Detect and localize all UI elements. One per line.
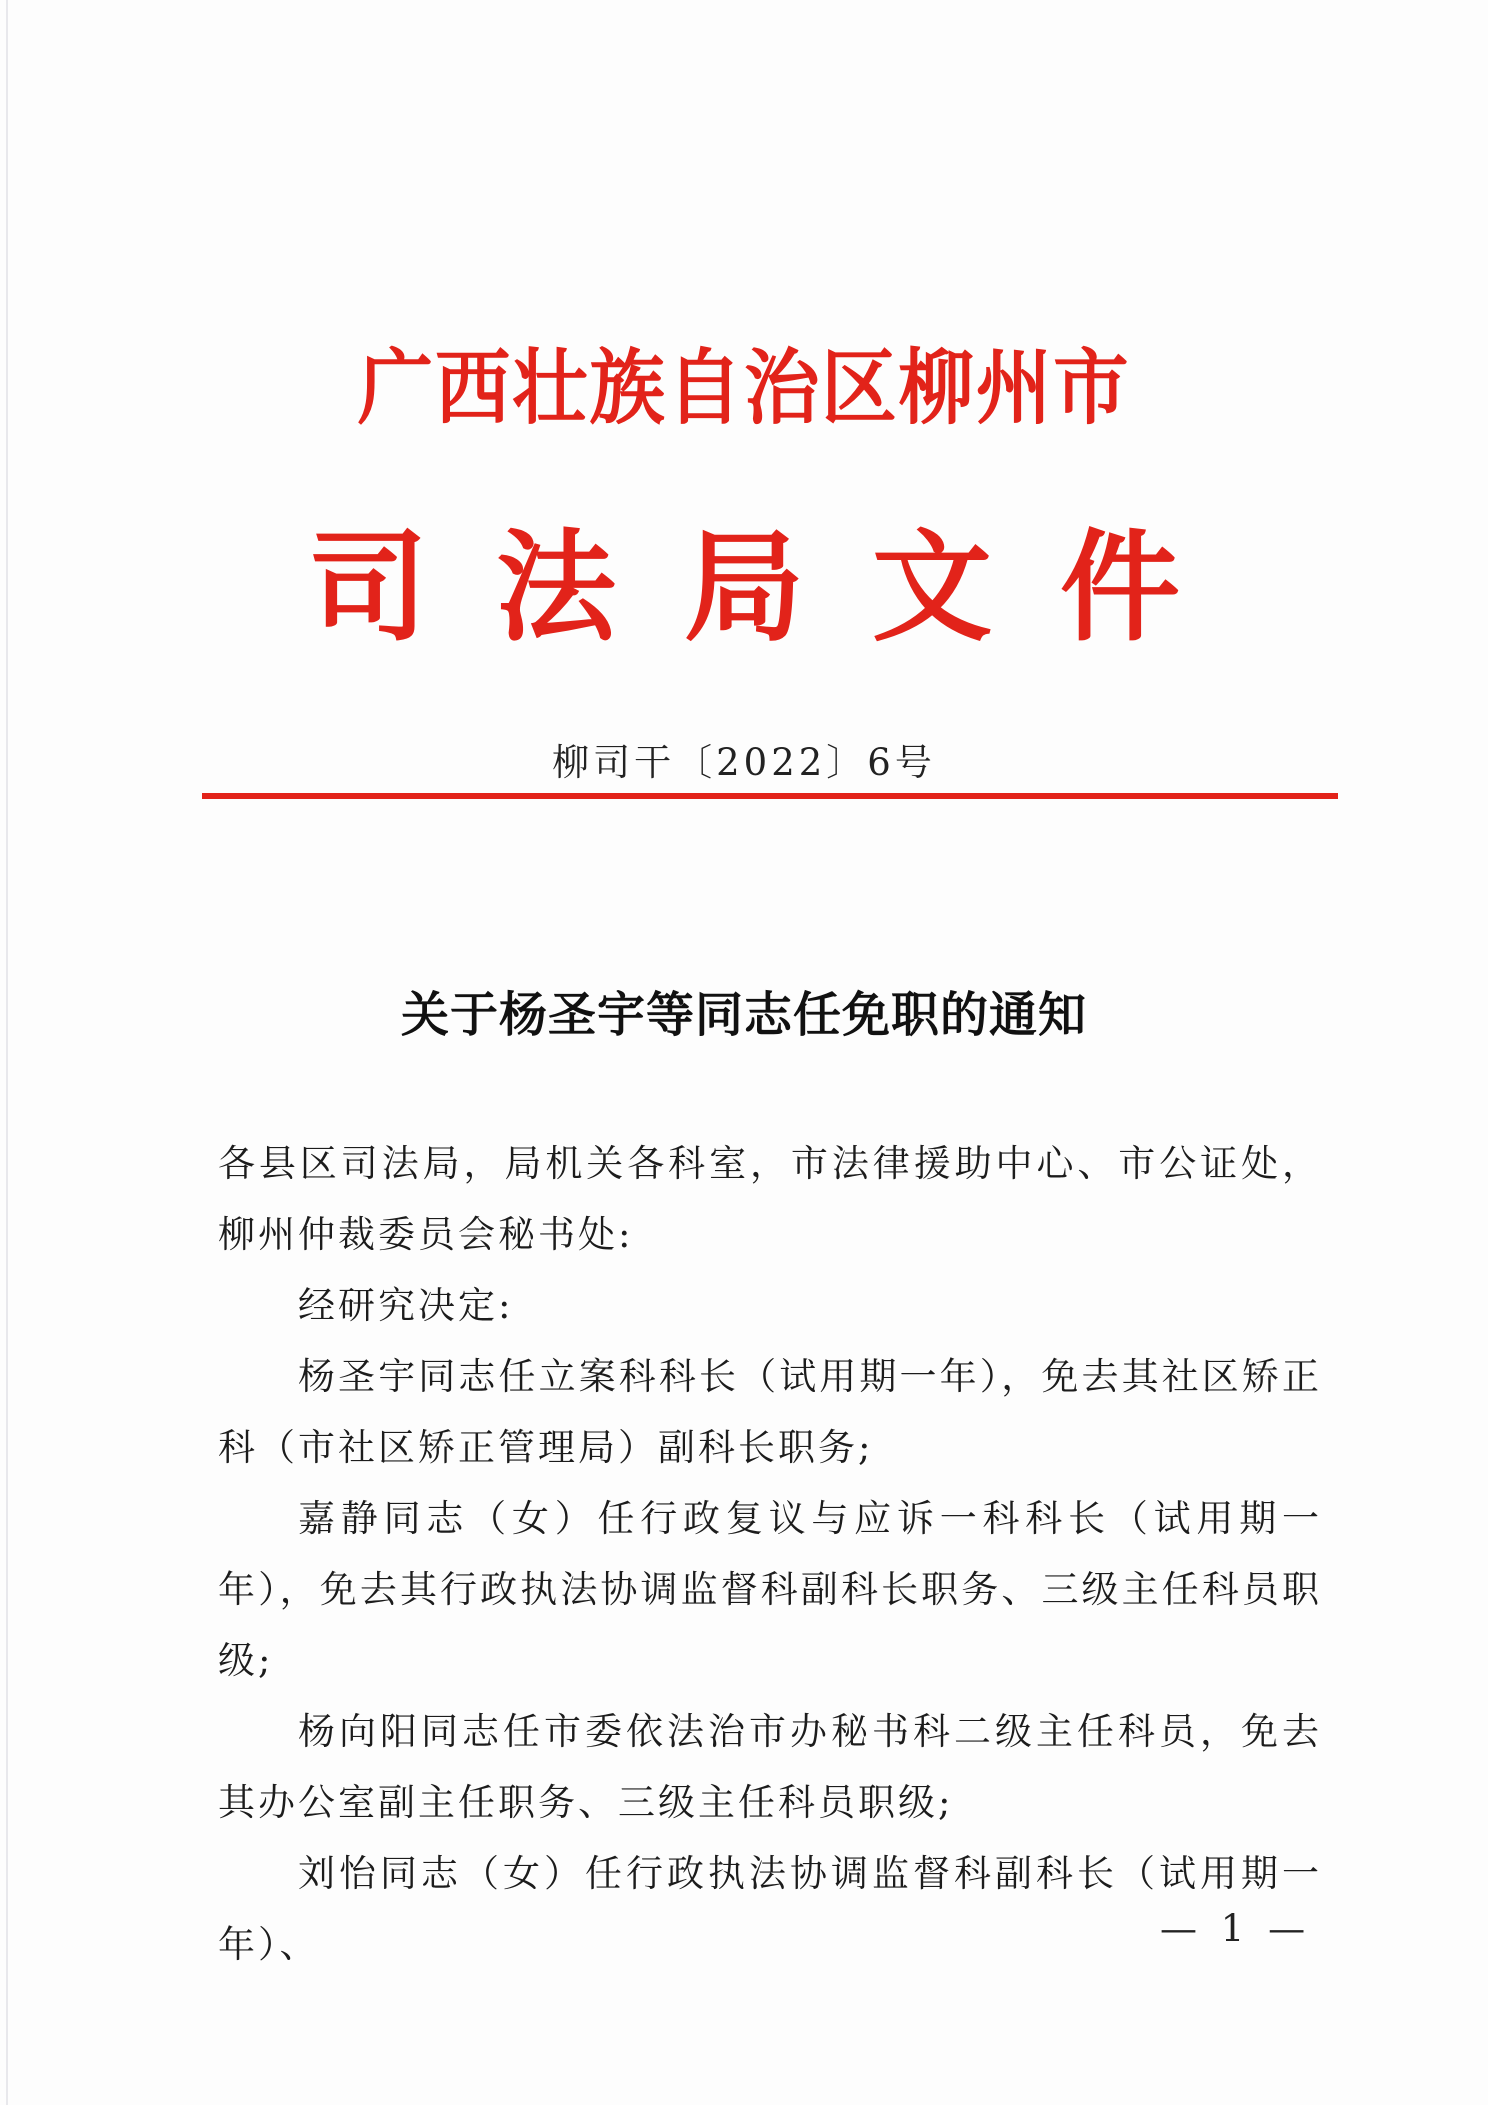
paragraph: 杨向阳同志任市委依法治市办秘书科二级主任科员，免去其办公室副主任职务、三级主任科员职级; xyxy=(218,1710,1322,1824)
document-title: 关于杨圣宇等同志任免职的通知 xyxy=(400,987,1087,1043)
masthead-issuer: 广西壮族自治区柳州市 xyxy=(357,340,1131,436)
document-body xyxy=(218,1128,1322,1980)
addressee: 各县区司法局，局机关各科室，市法律援助中心、市公证处，柳州仲裁委员会秘书处: xyxy=(218,1142,1322,1256)
paragraph: 嘉静同志（女）任行政复议与应诉一科科长（试用期一年），免去其行政执法协调监督科副科长职务、三级主任科员职级; xyxy=(218,1497,1322,1682)
document-number: 柳司干〔2022〕6号 xyxy=(552,741,936,784)
page-number: — 1 — xyxy=(1160,1907,1312,1950)
paragraph: 刘怡同志（女）任行政执法协调监督科副科长（试用期一年）、 xyxy=(218,1852,1322,1966)
scan-edge xyxy=(6,0,8,2105)
paragraph: 杨圣宇同志任立案科科长（试用期一年），免去其社区矫正科（市社区矫正管理局）副科长职务; xyxy=(218,1355,1322,1469)
red-separator-line xyxy=(202,793,1338,799)
paragraph: 经研究决定: xyxy=(298,1284,514,1327)
masthead-document-type: 司法局文件 xyxy=(308,517,1248,658)
